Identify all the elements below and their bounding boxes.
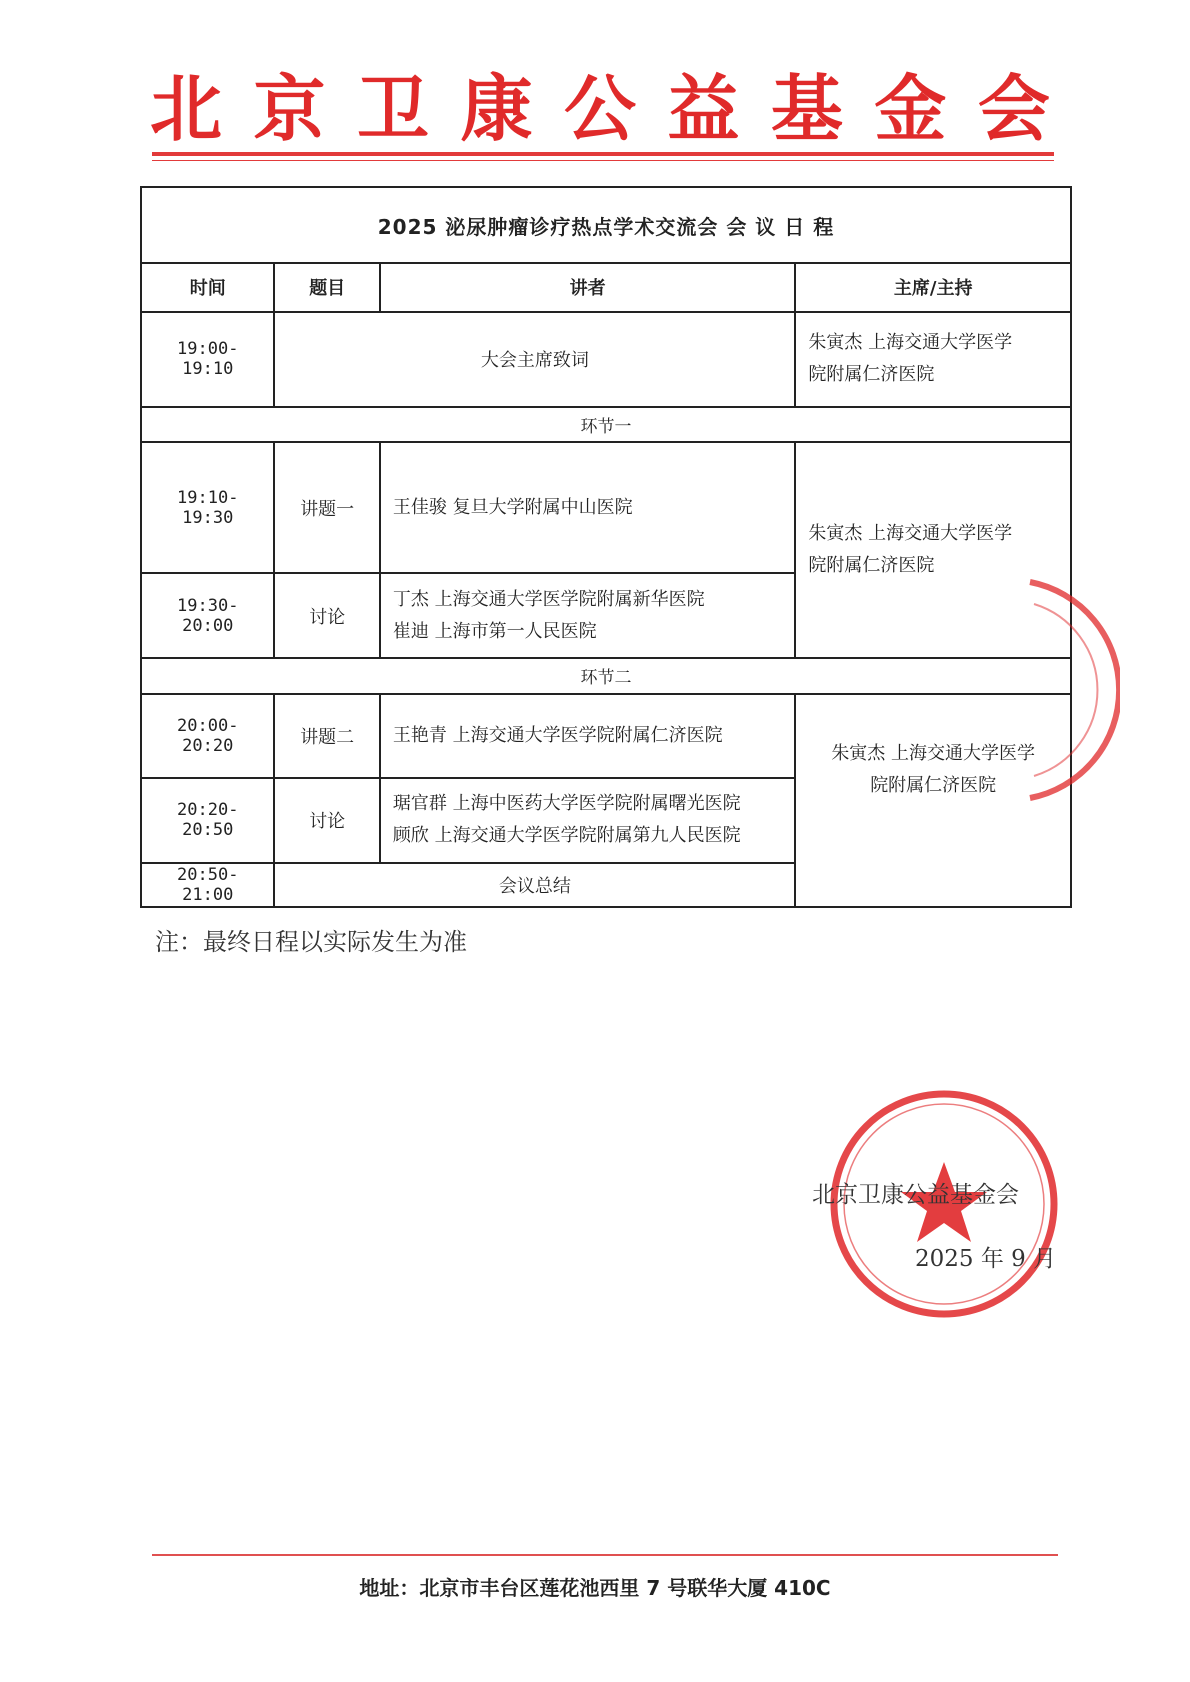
chair-line: 朱寅杰 上海交通大学医学 [808, 332, 1013, 354]
topic-cell: 讨论 [274, 778, 379, 862]
time-cell: 20:20-20:50 [141, 778, 274, 862]
section-row [141, 658, 1071, 694]
org-letterhead-title [150, 58, 1050, 151]
org-char: 北 [150, 66, 223, 151]
speaker-cell [380, 442, 795, 573]
section-label: 环节一 [141, 407, 1071, 443]
header-row [141, 263, 1071, 312]
org-char: 益 [667, 66, 740, 151]
section-row [141, 407, 1071, 443]
org-char: 卫 [356, 66, 429, 151]
chair-line: 院附属仁济医院 [870, 775, 997, 797]
topic-cell: 讲题二 [274, 694, 379, 778]
section-label: 环节二 [141, 658, 1071, 694]
footer-address: 地址：北京市丰台区莲花池西里 7 号联华大厦 410C [359, 1576, 831, 1600]
schedule-table [140, 186, 1072, 908]
speaker-cell [380, 778, 795, 862]
speaker-line: 琚官群 上海中医药大学医学院附属曙光医院 [392, 793, 741, 815]
signoff-date: 2025 年 9 月 [915, 1246, 1057, 1272]
speaker-line: 王艳青 上海交通大学医学院附属仁济医院 [392, 724, 723, 746]
speaker-cell [380, 573, 795, 657]
speaker-line: 顾欣 上海交通大学医学院附属第九人民医院 [392, 825, 741, 847]
schedule-note: 注：最终日程以实际发生为准 [155, 928, 467, 956]
col-header-speaker: 讲者 [380, 263, 795, 312]
topic-cell: 会议总结 [274, 863, 795, 907]
schedule-title-row [141, 187, 1071, 263]
table-row [141, 312, 1071, 407]
topic-cell: 讨论 [274, 573, 379, 657]
org-char: 金 [874, 66, 947, 151]
chair-line: 院附属仁济医院 [808, 364, 935, 386]
org-char: 京 [253, 66, 326, 151]
signoff-org: 北京卫康公益基金会 [812, 1182, 1019, 1208]
topic-cell: 讲题一 [274, 442, 379, 573]
speaker-line: 崔迪 上海市第一人民医院 [392, 620, 597, 642]
chair-line: 朱寅杰 上海交通大学医学 [808, 523, 1013, 545]
col-header-time: 时间 [141, 263, 274, 312]
time-cell: 19:00-19:10 [141, 312, 274, 407]
edge-seal-icon [1020, 574, 1120, 806]
col-header-topic: 题目 [274, 263, 379, 312]
org-char: 公 [563, 66, 636, 151]
speaker-line: 王佳骏 复旦大学附属中山医院 [392, 496, 633, 518]
chair-line: 院附属仁济医院 [808, 555, 935, 577]
letterhead-rule-thin [152, 160, 1054, 161]
time-cell: 20:50-21:00 [141, 863, 274, 907]
time-cell: 19:30-20:00 [141, 573, 274, 657]
col-header-chair: 主席/主持 [795, 263, 1071, 312]
chair-line: 朱寅杰 上海交通大学医学 [831, 743, 1036, 765]
table-row [141, 442, 1071, 573]
topic-cell: 大会主席致词 [274, 312, 795, 407]
speaker-cell [380, 694, 795, 778]
time-cell: 20:00-20:20 [141, 694, 274, 778]
speaker-line: 丁杰 上海交通大学医学院附属新华医院 [392, 588, 705, 610]
footer-rule [152, 1554, 1058, 1556]
org-char: 基 [770, 66, 843, 151]
org-char: 康 [460, 66, 533, 151]
table-row [141, 694, 1071, 778]
chair-cell [795, 312, 1071, 407]
time-cell: 19:10-19:30 [141, 442, 274, 573]
schedule-title: 2025 泌尿肿瘤诊疗热点学术交流会 会 议 日 程 [141, 187, 1071, 263]
org-char: 会 [977, 66, 1050, 151]
letterhead-rule-thick [152, 152, 1054, 156]
